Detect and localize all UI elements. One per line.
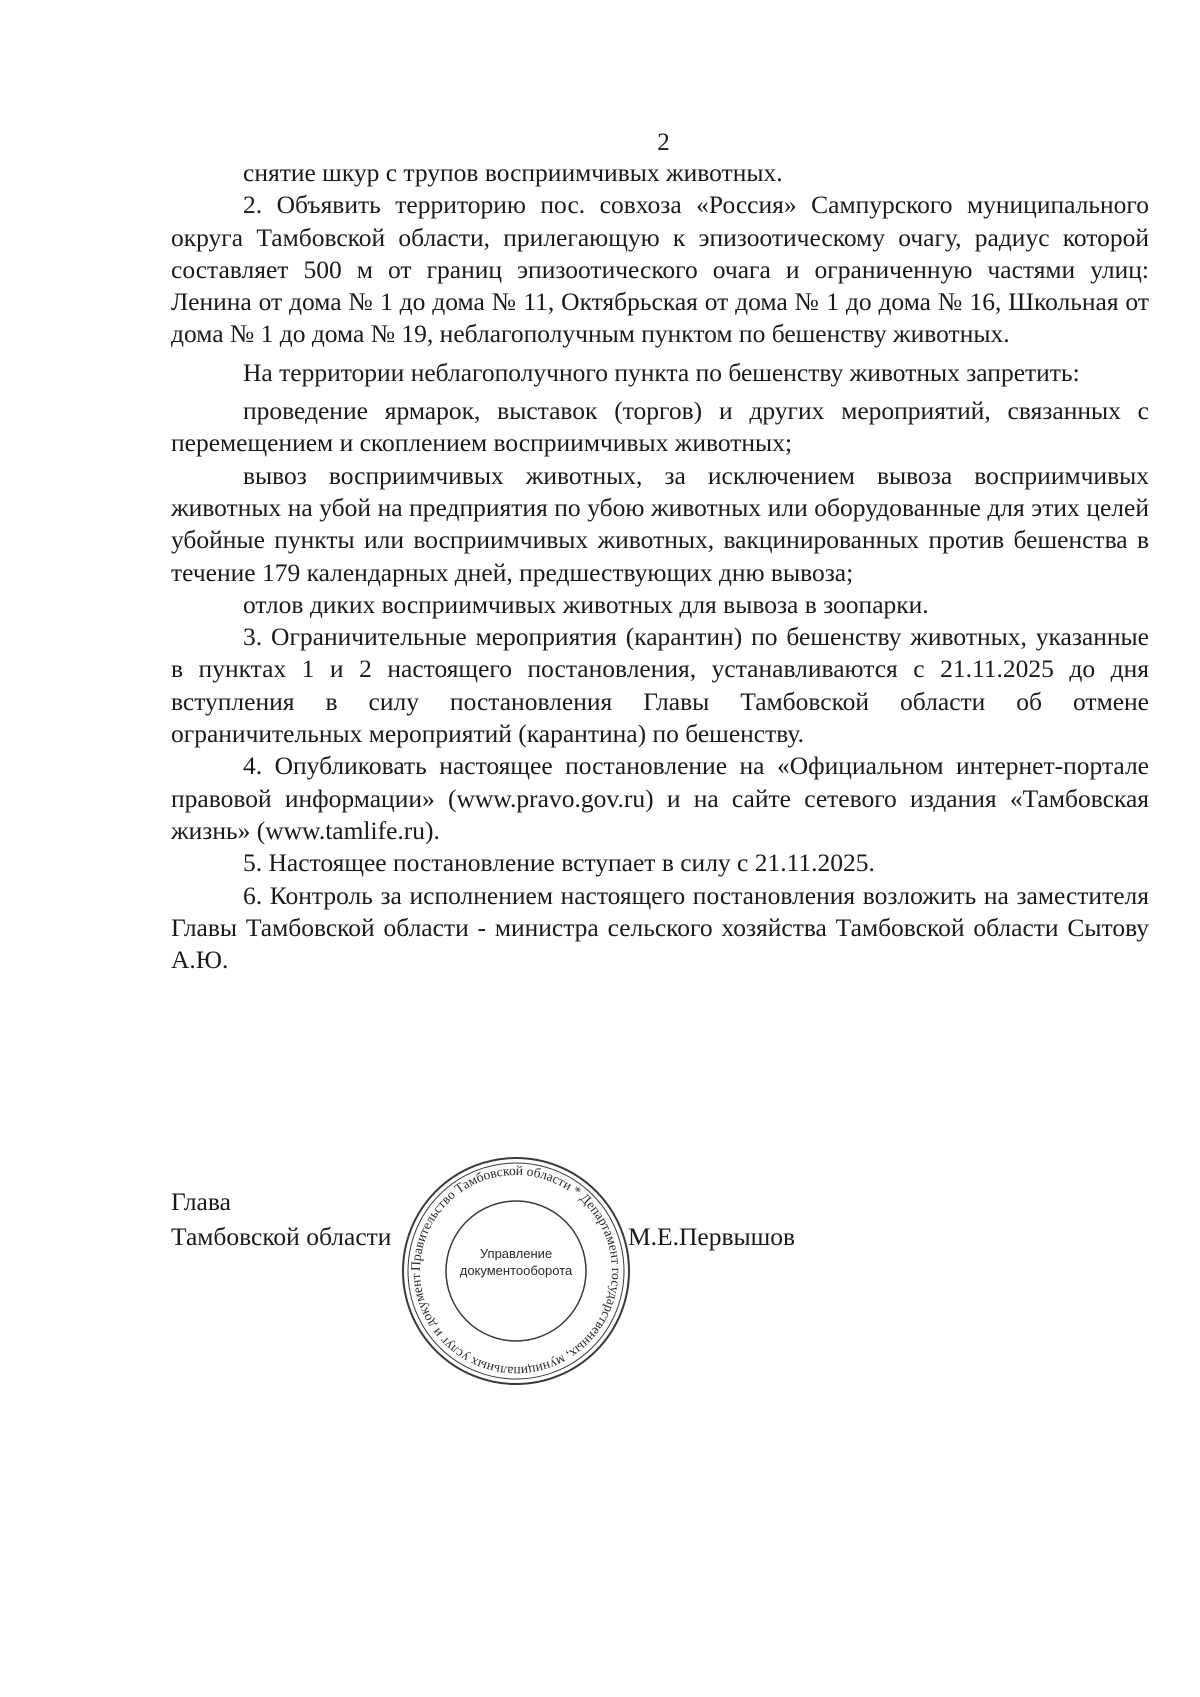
page-number: 2: [657, 129, 670, 156]
paragraph-item-3: 3. Ограничительные мероприятия (карантин) по бешенству животных, указанные в пунктах 1 и 2 настоящего постановления, устанавливаются с 21.11.2025 до дня вступления в силу постановления Главы Тамбовской области об отмене ограничительных мероприятий (карантина) по бешенству.: [171, 622, 1149, 749]
signatory-title-line1: Глава: [171, 1187, 231, 1216]
stamp-center-line2: документооборота: [459, 1263, 573, 1278]
stamp-ring-text: Правительство Тамбовской области * Департамент государственных, муниципальных услуг и документ: [407, 1162, 625, 1380]
paragraph-continuation: снятие шкур с трупов восприимчивых животных.: [243, 158, 783, 187]
paragraph-item-5: 5. Настоящее постановление вступает в силу с 21.11.2025.: [243, 848, 875, 878]
document-body: [171, 157, 1149, 976]
signature-block: [171, 1184, 1151, 1254]
stamp-center-text: [450, 1245, 582, 1279]
paragraph-prohibit-export: вывоз восприимчивых животных, за исключением вывоза восприимчивых животных на убой на предприятия по убою животных или оборудованные для этих целей убойные пункты или восприимчивых животных, вакцинированных против бешенства в течение 179 календарных дней, предшествующих дню вывоза;: [171, 460, 1149, 587]
paragraph-item-4: 4. Опубликовать настоящее постановление на «Официальном интернет-портале правовой информации» (www.pravo.gov.ru) и на сайте сетевого издания «Тамбовская жизнь» (www.tamlife.ru).: [171, 751, 1149, 845]
official-stamp: [400, 1155, 632, 1387]
signatory-name: М.Е.Первышов: [628, 1222, 796, 1251]
stamp-center-line1: Управление: [479, 1246, 553, 1261]
paragraph-prohibit-events: проведение ярмарок, выставок (торгов) и других мероприятий, связанных с перемещением и скоплением восприимчивых животных;: [171, 396, 1149, 458]
paragraph-prohibit-capture: отлов диких восприимчивых животных для вывоза в зоопарки.: [243, 589, 929, 619]
signatory-title-line2: Тамбовской области: [171, 1222, 392, 1251]
paragraph-item-6: 6. Контроль за исполнением настоящего постановления возложить на заместителя Главы Тамбовской области - министра сельского хозяйства Тамбовской области Сытову А.Ю.: [171, 880, 1149, 975]
paragraph-prohibit-intro: На территории неблагополучного пункта по бешенству животных запретить:: [243, 357, 1080, 387]
paragraph-item-2: 2. Объявить территорию пос. совхоза «Россия» Сампурского муниципального округа Тамбовской области, прилегающую к эпизоотическому очагу, радиус которой составляет 500 м от границ эпизоотического очага и ограниченную частями улиц: Ленина от дома № 1 до дома № 11, Октябрьская от дома № 1 до дома № 16, Школьная от дома № 1 до дома № 19, неблагополучным пунктом по бешенству животных.: [171, 190, 1149, 349]
